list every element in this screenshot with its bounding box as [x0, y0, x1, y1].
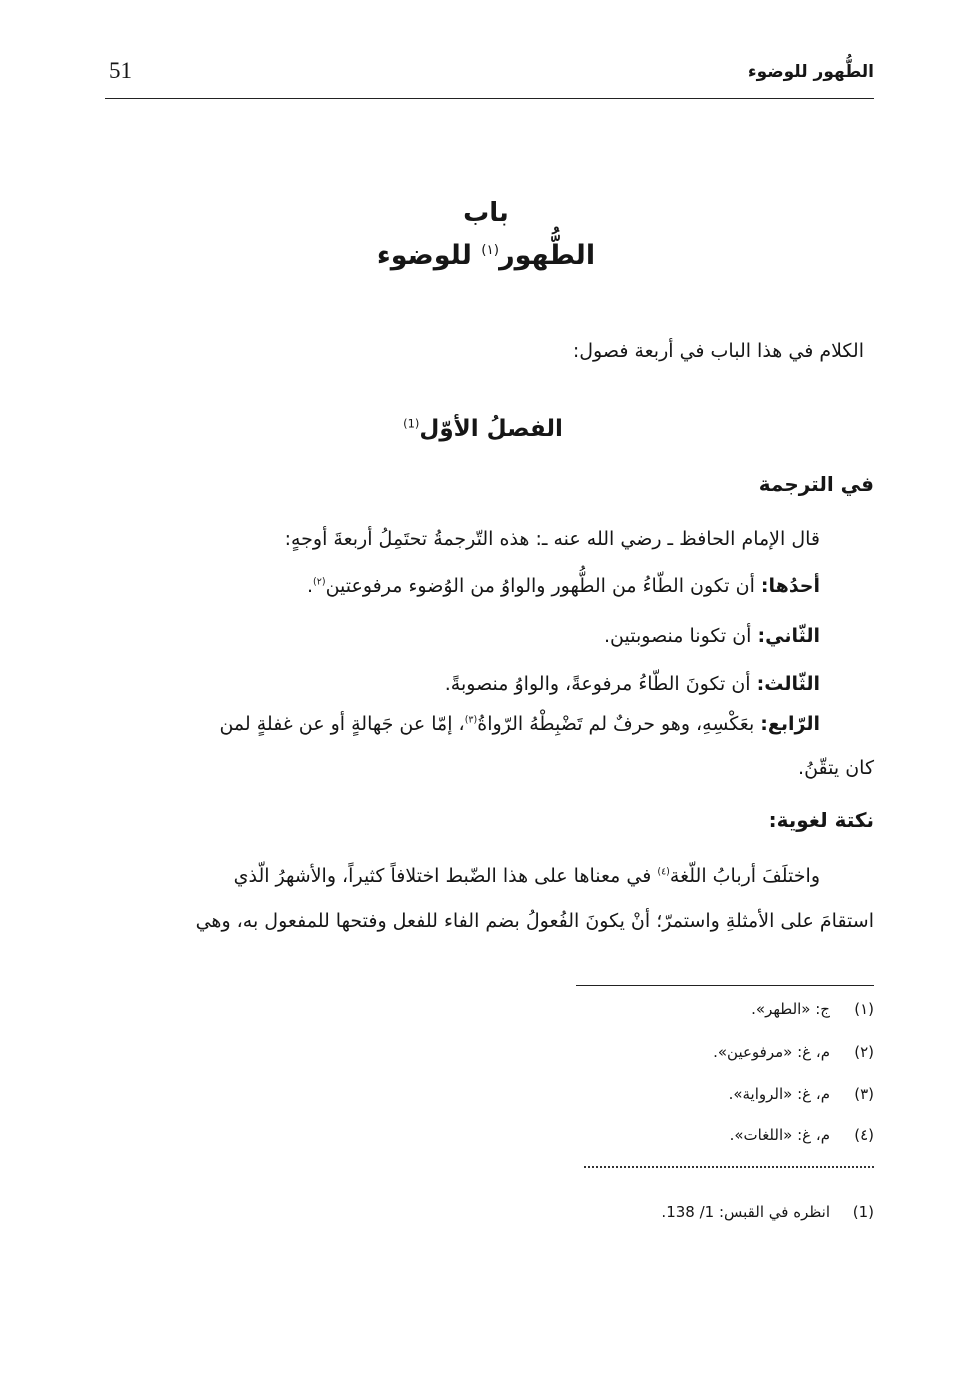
- text-line: [105, 708, 874, 740]
- line-tail: في معناها على هذا الضّبط اختلافاً كثيراً، والأشهرُ الّذي: [233, 865, 658, 887]
- chapter-label: باب: [463, 198, 509, 228]
- line-lead: الثّاني:: [757, 625, 820, 647]
- editor-footnote: [661, 1203, 874, 1221]
- footnote-separator-dots: [584, 1166, 874, 1168]
- footnote-number: (٢): [854, 1043, 874, 1061]
- line-lead: الرّابع:: [760, 713, 820, 735]
- line-text: أن تكونا منصوبتين.: [604, 625, 752, 647]
- line-tail: ، إمّا عن جَهالةٍ أو عن غفلةٍ لمن: [219, 713, 465, 735]
- intro-sentence: الكلام في هذا الباب في أربعة فصول:: [572, 340, 864, 362]
- text-line: قال الإمام الحافظ ـ رضي الله عنه ـ: هذه التّرجمةُ تحتَمِلُ أربعةَ أوجهٍ:: [284, 528, 820, 550]
- line-text: أن تكونَ الطّاءُ مرفوعةً، والواوُ منصوبةً.: [444, 673, 751, 695]
- page-number: 51: [109, 58, 132, 83]
- footnote-rule: [576, 985, 874, 986]
- footnote-number: (١): [854, 1000, 874, 1018]
- chapter-title-main: الطُّهور: [499, 240, 596, 271]
- running-title: الطُّهور للوضوء: [747, 62, 874, 82]
- line-text: أن تكون الطّاءُ من الطُّهور والواوُ من الوُضوء مرفوعتين: [325, 575, 755, 597]
- footnote-ref: (٢): [313, 576, 326, 588]
- text-line: كان يتقّنُ.: [798, 757, 874, 779]
- footnote-ref: (١): [481, 242, 500, 258]
- line-lead: الثّالث:: [756, 673, 820, 695]
- footnote-number: (1): [852, 1203, 874, 1221]
- section-title: الفصلُ الأوّل: [419, 416, 563, 442]
- running-header: [105, 54, 874, 99]
- line-lead: أحدُها:: [760, 575, 820, 597]
- line-end: .: [307, 575, 314, 597]
- footnote-number: (٣): [854, 1085, 874, 1103]
- subheading-translation: في الترجمة: [758, 472, 874, 496]
- footnote-text: انظره في القبس: 1/ 138.: [661, 1203, 830, 1221]
- footnote-text: م، غ: «الرواية».: [728, 1085, 830, 1103]
- footnote: [713, 1043, 874, 1061]
- section-heading: [0, 416, 956, 442]
- footnote-text: م، غ: «مرفوعين».: [713, 1043, 830, 1061]
- chapter-title: [0, 240, 956, 271]
- footnote-text: ج: «الطهر».: [751, 1000, 830, 1018]
- line-text: بعَكْسِهِ، وهو حرفٌ لم تَضْبِطْهُ الرّواةُ: [477, 713, 755, 735]
- footnote: [751, 1000, 874, 1018]
- subheading-linguistic: نكتة لغوية:: [768, 808, 874, 832]
- chapter-title-tail: للوضوء: [376, 240, 472, 271]
- text-line: [105, 570, 874, 602]
- line-text: واختلَفَ أربابُ اللّغة: [669, 865, 820, 887]
- text-line: [105, 620, 874, 652]
- text-line: [105, 668, 874, 700]
- footnote-number: (٤): [854, 1126, 874, 1144]
- footnote-text: م، غ: «اللغات».: [729, 1126, 830, 1144]
- footnote: [729, 1085, 874, 1103]
- text-line: [105, 860, 874, 892]
- footnote-ref: (٣): [464, 714, 478, 726]
- footnote: [730, 1126, 874, 1144]
- footnote-ref: (٤): [657, 866, 670, 878]
- text-line: استقامَ على الأمثلةِ واستمرّ؛ أنْ يكونَ الفُعولُ بضم الفاء للفعل وفتحها للمفعول به، وهي: [195, 910, 874, 932]
- footnote-ref: (1): [403, 416, 420, 431]
